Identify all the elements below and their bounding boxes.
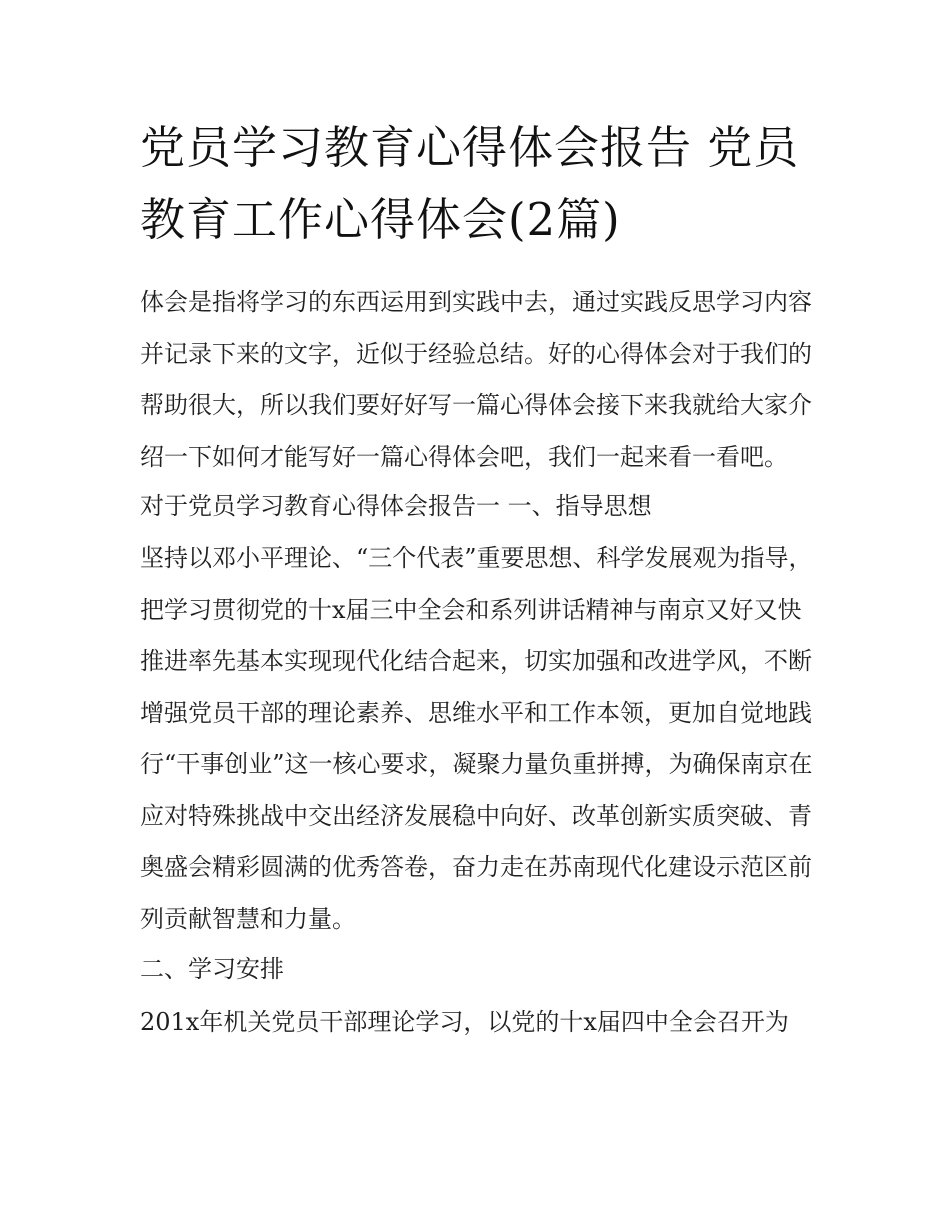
- section-heading-guiding-ideology: 对于党员学习教育心得体会报告一 一、指导思想: [140, 492, 652, 520]
- section-heading-study-arrangement: 二、学习安排: [140, 955, 284, 983]
- guiding-ideology-paragraph: 坚持以邓小平理论、“三个代表”重要思想、科学发展观为指导，把学习贯彻党的十x届三中全会和系列讲话精神与南京又好又快推进率先基本实现现代化结合起来，切实加强和改进学风，不断增强党员干部的理论素养、思维水平和工作本领，更加自觉地践行“干事创业”这一核心要求，凝聚力量负重拼搏，为确保南京在应对特殊挑战中交出经济发展稳中向好、改革创新实质突破、青奥盛会精彩圆满的优秀答卷，奋力走在苏南现代化建设示范区前列贡献智慧和力量。: [140, 544, 813, 933]
- document-title: 党员学习教育心得体会报告 党员教育工作心得体会(2篇): [140, 121, 800, 246]
- study-arrangement-paragraph: 201x年机关党员干部理论学习，以党的十x届四中全会召开为: [140, 1008, 789, 1036]
- document-body: [140, 277, 820, 1049]
- intro-paragraph: 体会是指将学习的东西运用到实践中去，通过实践反思学习内容并记录下来的文字，近似于经验总结。好的心得体会对于我们的帮助很大，所以我们要好好写一篇心得体会接下来我就给大家介绍一下如何才能写好一篇心得体会吧，我们一起来看一看吧。: [140, 288, 812, 471]
